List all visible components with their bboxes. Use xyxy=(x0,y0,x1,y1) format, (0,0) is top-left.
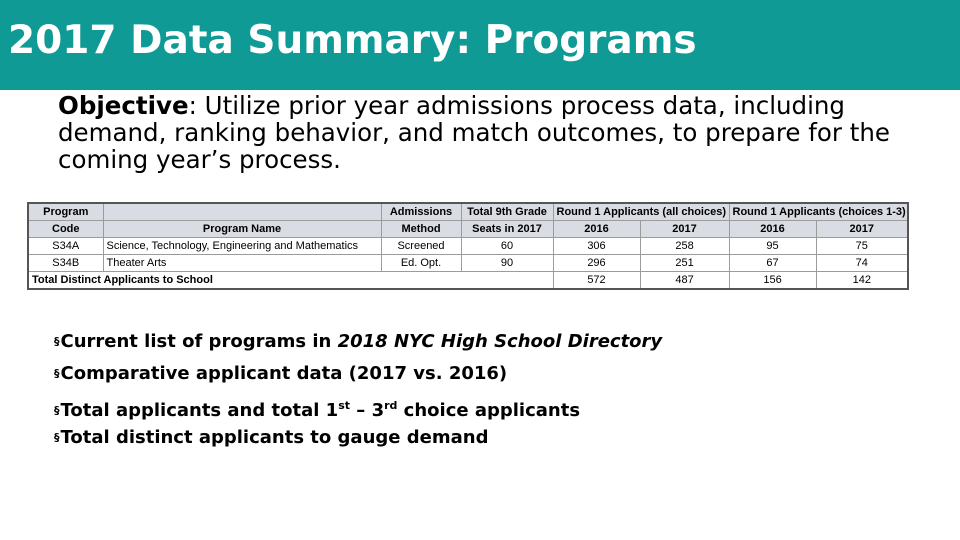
bullet-text: Total distinct applicants to gauge demand xyxy=(60,427,489,448)
table-header-row xyxy=(28,221,908,238)
superscript: rd xyxy=(384,399,398,412)
header-cell: Total 9th Grade xyxy=(461,203,553,221)
cell-seats: 60 xyxy=(461,238,553,255)
header-cell xyxy=(103,203,381,221)
bullet-icon: § xyxy=(54,335,60,348)
header-cell: 2017 xyxy=(640,221,729,238)
title-bar xyxy=(0,0,960,90)
bullet-icon: § xyxy=(54,367,60,380)
list-item xyxy=(54,358,934,390)
cell-all-2016: 306 xyxy=(553,238,640,255)
header-cell: 2016 xyxy=(553,221,640,238)
cell-name: Theater Arts xyxy=(103,255,381,272)
header-cell: 2016 xyxy=(729,221,816,238)
cell-all-2017: 251 xyxy=(640,255,729,272)
cell-seats: 90 xyxy=(461,255,553,272)
list-item xyxy=(54,326,934,358)
header-cell: 2017 xyxy=(816,221,908,238)
programs-table xyxy=(27,202,907,290)
bullet-text: Current list of programs in xyxy=(60,331,338,352)
cell-code: S34A xyxy=(28,238,103,255)
header-cell: Method xyxy=(381,221,461,238)
table-total-row xyxy=(28,272,908,290)
table-row xyxy=(28,238,908,255)
cell-code: S34B xyxy=(28,255,103,272)
list-item xyxy=(54,422,934,454)
bullet-list xyxy=(54,326,934,454)
bullet-text: Comparative applicant data (2017 vs. 2016) xyxy=(60,363,508,384)
bullet-text: – 3 xyxy=(350,400,385,421)
total-label: Total Distinct Applicants to School xyxy=(28,272,553,290)
list-item xyxy=(54,390,934,422)
header-cell: Program xyxy=(28,203,103,221)
cell-c13-2017: 74 xyxy=(816,255,908,272)
slide-title: 2017 Data Summary: Programs xyxy=(8,18,697,63)
cell-all-2017: 258 xyxy=(640,238,729,255)
cell-c13-2016: 95 xyxy=(729,238,816,255)
cell-method: Ed. Opt. xyxy=(381,255,461,272)
table-row xyxy=(28,255,908,272)
total-c13-2016: 156 xyxy=(729,272,816,290)
objective-text: : Utilize prior year admissions process data, including demand, ranking behavior, and match outcomes, to prepare for the coming year’s process. xyxy=(58,91,890,174)
header-cell: Admissions xyxy=(381,203,461,221)
bullet-text: choice applicants xyxy=(397,400,581,421)
superscript: st xyxy=(338,399,351,412)
cell-method: Screened xyxy=(381,238,461,255)
header-cell: Code xyxy=(28,221,103,238)
objective-label: Objective xyxy=(58,91,189,120)
objective-paragraph xyxy=(58,92,928,173)
table-header-row xyxy=(28,203,908,221)
header-cell: Seats in 2017 xyxy=(461,221,553,238)
header-cell: Round 1 Applicants (all choices) xyxy=(553,203,729,221)
bullet-icon: § xyxy=(54,431,60,444)
cell-name: Science, Technology, Engineering and Mathematics xyxy=(103,238,381,255)
bullet-icon: § xyxy=(54,404,60,417)
cell-all-2016: 296 xyxy=(553,255,640,272)
cell-c13-2016: 67 xyxy=(729,255,816,272)
total-all-2017: 487 xyxy=(640,272,729,290)
total-c13-2017: 142 xyxy=(816,272,908,290)
cell-c13-2017: 75 xyxy=(816,238,908,255)
header-cell: Round 1 Applicants (choices 1-3) xyxy=(729,203,908,221)
bullet-text-italic: 2018 NYC High School Directory xyxy=(337,331,663,352)
bullet-text: Total applicants and total 1 xyxy=(60,400,339,421)
header-cell: Program Name xyxy=(103,221,381,238)
total-all-2016: 572 xyxy=(553,272,640,290)
